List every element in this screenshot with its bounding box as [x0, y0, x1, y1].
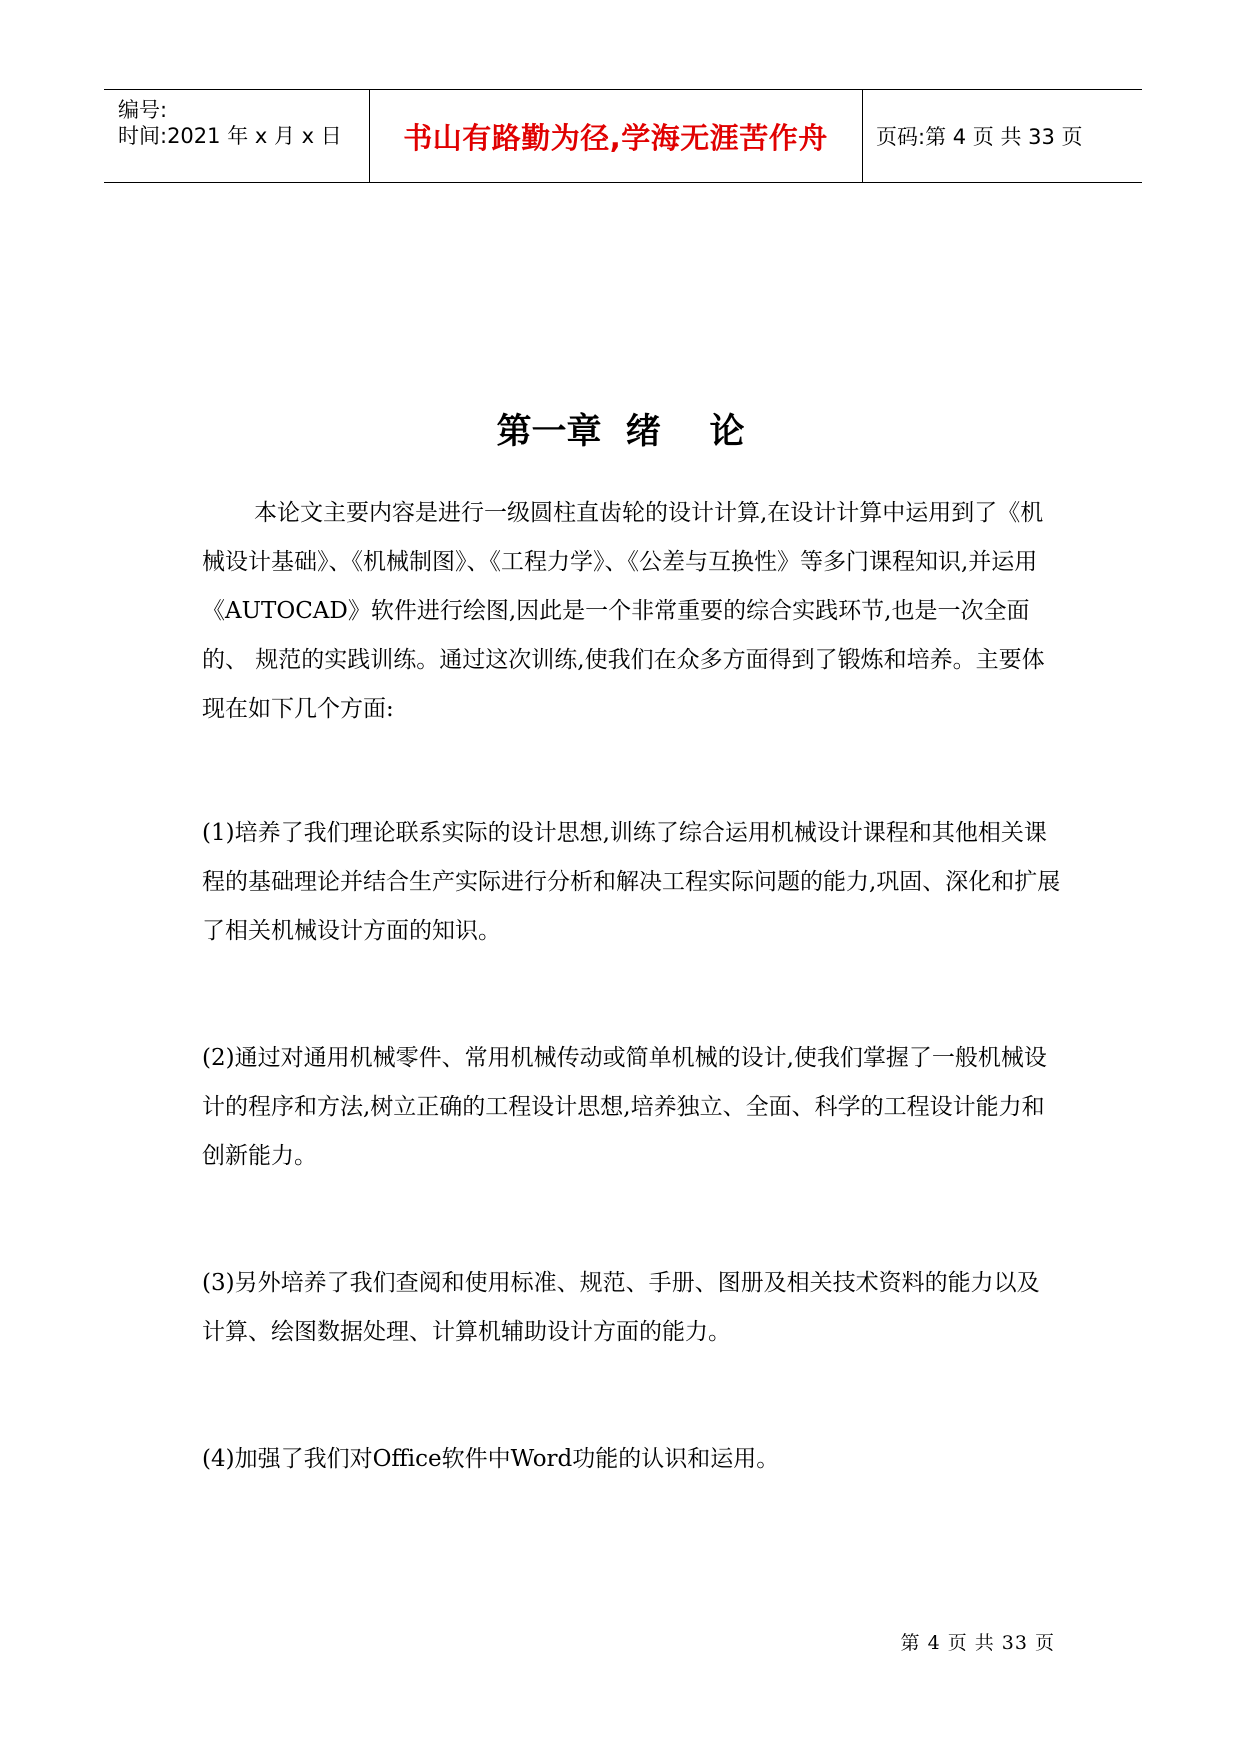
header-right-cell [862, 90, 1142, 182]
header-motto: 书山有路勤为径,学海无涯苦作舟 [403, 120, 828, 155]
document-time-label: 时间:2021 年 x 月 x 日 [118, 124, 342, 148]
point-4-paragraph: (4)加强了我们对Office软件中Word功能的认识和运用。 [202, 1446, 780, 1472]
header-left-cell [104, 90, 370, 182]
page-header [104, 89, 1142, 183]
point-1-paragraph: (1)培养了我们理论联系实际的设计思想,训练了综合运用机械设计课程和其他相关课程的基础理论并结合生产实际进行分析和解决工程实际问题的能力,巩固、深化和扩展了相关机械设计方面的知识。 [202, 820, 1061, 944]
document-number-label: 编号: [118, 98, 168, 122]
header-motto-cell [369, 90, 863, 182]
point-2-paragraph: (2)通过对通用机械零件、常用机械传动或简单机械的设计,使我们掌握了一般机械设计的程序和方法,树立正确的工程设计思想,培养独立、全面、科学的工程设计能力和创新能力。 [202, 1045, 1047, 1169]
page-footer: 第 4 页 共 33 页 [900, 1632, 1055, 1654]
chapter-title: 第一章 绪 论 [496, 412, 745, 452]
point-3-paragraph: (3)另外培养了我们查阅和使用标准、规范、手册、图册及相关技术资料的能力以及计算、绘图数据处理、计算机辅助设计方面的能力。 [202, 1270, 1040, 1345]
header-page-code: 页码:第 4 页 共 33 页 [876, 125, 1083, 149]
intro-paragraph: 本论文主要内容是进行一级圆柱直齿轮的设计计算,在设计计算中运用到了《机械设计基础》、《机械制图》、《工程力学》、《公差与互换性》等多门课程知识,并运用《AUTOCAD》软件进行绘图,因此是一个非常重要的综合实践环节,也是一次全面的、 规范的实践训练。通过这次训练,使我们在众多方面得到了锻炼和培养。主要体现在如下几个方面: [202, 500, 1045, 722]
